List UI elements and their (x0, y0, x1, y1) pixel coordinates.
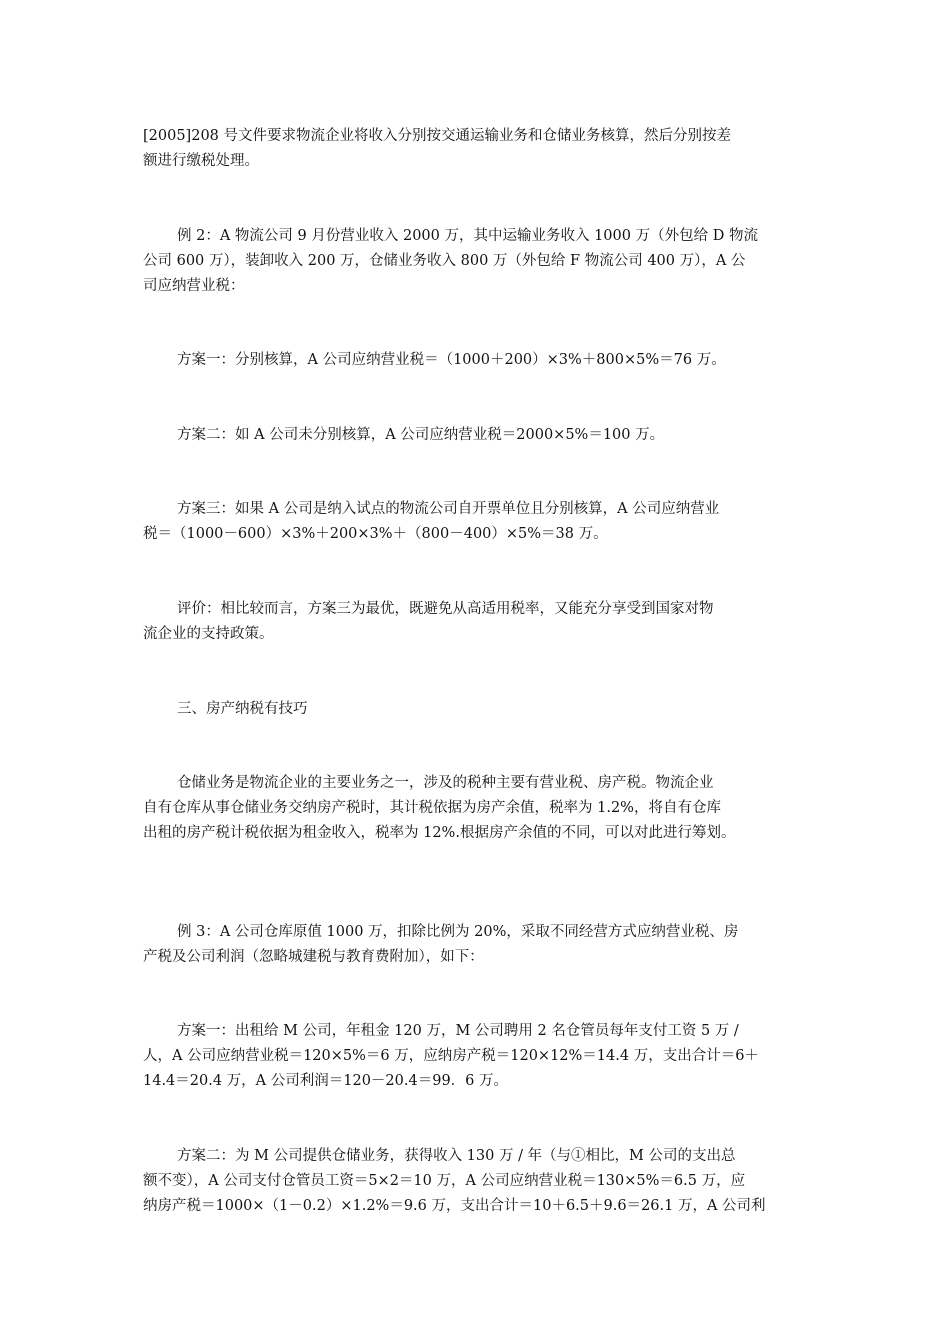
paragraph-10-line-2: 人，A 公司应纳营业税＝120×5%＝6 万，应纳房产税＝120×12%＝14.4 万，支出合计＝6＋ (143, 1048, 759, 1064)
paragraph-8-line-3: 出租的房产税计税依据为租金收入，税率为 12%.根据房产余值的不同，可以对此进行筹划。 (143, 825, 736, 841)
paragraph-1-line-2: 额进行缴税处理。 (143, 153, 259, 169)
paragraph-8-line-2: 自有仓库从事仓储业务交纳房产税时，其计税依据为房产余值，税率为 1.2%，将自有仓库 (143, 800, 721, 816)
paragraph-3-line-1: 方案一：分别核算，A 公司应纳营业税＝（1000＋200）×3%＋800×5%＝76 万。 (177, 352, 726, 368)
paragraph-5-line-1: 方案三：如果 A 公司是纳入试点的物流公司自开票单位且分别核算，A 公司应纳营业 (177, 501, 720, 517)
paragraph-9-line-2: 产税及公司利润（忽略城建税与教育费附加），如下： (143, 949, 484, 965)
paragraph-8-line-1: 仓储业务是物流企业的主要业务之一，涉及的税种主要有营业税、房产税。物流企业 (177, 775, 714, 791)
section-heading: 三、房产纳税有技巧 (177, 701, 308, 717)
paragraph-2-line-3: 司应纳营业税： (143, 278, 245, 294)
paragraph-11-line-1: 方案二：为 M 公司提供仓储业务，获得收入 130 万 / 年（与①相比，M 公司的支出总 (177, 1148, 736, 1164)
paragraph-9-line-1: 例 3：A 公司仓库原值 1000 万，扣除比例为 20%，采取不同经营方式应纳营业税、房 (177, 924, 739, 940)
paragraph-5-line-2: 税＝（1000－600）×3%＋200×3%＋（800－400）×5%＝38 万。 (143, 526, 608, 542)
paragraph-6-line-2: 流企业的支持政策。 (143, 626, 274, 642)
paragraph-6-line-1: 评价：相比较而言，方案三为最优，既避免从高适用税率，又能充分享受到国家对物 (177, 601, 714, 617)
paragraph-4-line-1: 方案二：如 A 公司未分别核算，A 公司应纳营业税＝2000×5%＝100 万。 (177, 427, 665, 443)
paragraph-11-line-2: 额不变），A 公司支付仓管员工资＝5×2＝10 万，A 公司应纳营业税＝130×5%＝6.5 万，应 (143, 1173, 746, 1189)
paragraph-10-line-3: 14.4＝20.4 万，A 公司利润＝120－20.4＝99．6 万。 (143, 1073, 509, 1089)
paragraph-2-line-2: 公司 600 万），装卸收入 200 万，仓储业务收入 800 万（外包给 F 物流公司 400 万），A 公 (143, 253, 746, 269)
paragraph-2-line-1: 例 2：A 物流公司 9 月份营业收入 2000 万，其中运输业务收入 1000 万（外包给 D 物流 (177, 228, 758, 244)
paragraph-10-line-1: 方案一：出租给 M 公司，年租金 120 万，M 公司聘用 2 名仓管员每年支付工资 5 万 / (177, 1023, 739, 1039)
paragraph-1-line-1: [2005]208 号文件要求物流企业将收入分别按交通运输业务和仓储业务核算，然后分别按差 (143, 128, 731, 144)
paragraph-11-line-3: 纳房产税＝1000×（1－0.2）×1.2%＝9.6 万，支出合计＝10＋6.5＋9.6＝26.1 万，A 公司利 (143, 1198, 766, 1214)
